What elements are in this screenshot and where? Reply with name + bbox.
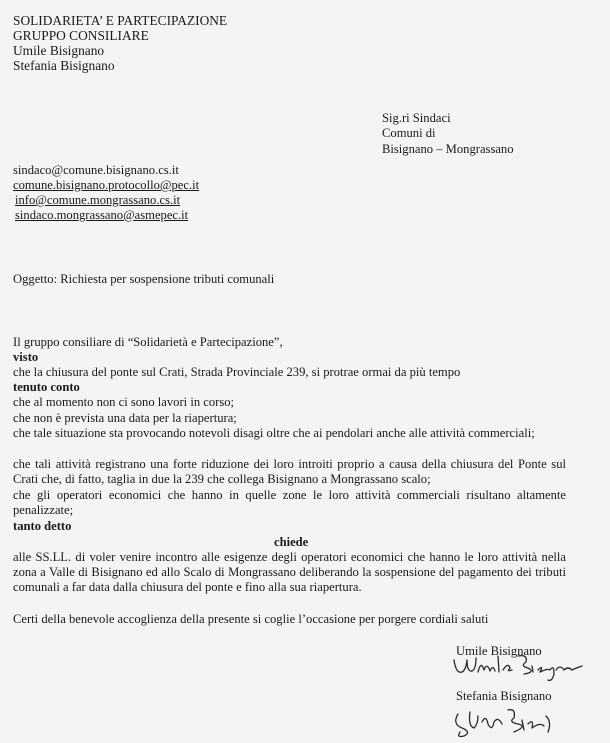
recipient-line-3: Bisignano – Mongrassano <box>382 142 514 156</box>
tenuto-item-3: che tale situazione sta provocando notevoli disagi oltre che ai pendolari anche alle attività commerciali; <box>13 426 535 440</box>
tenuto-item-5: che gli operatori economici che hanno in quelle zone le loro attività commerciali risultano altamente penalizzate; <box>13 488 566 517</box>
email-2[interactable]: comune.bisignano.protocollo@pec.it <box>13 178 200 192</box>
closing-line: Certi della benevole accoglienza della presente si coglie l’occasione per porgere cordiali saluti <box>13 612 489 626</box>
chiede-text: alle SS.LL. di voler venire incontro alle esigenze degli operatori economici che hanno le loro attività nella zona a Valle di Bisignano ed allo Scalo di Mongrassano deliberando la sospensione del pagamento dei tributi comunali a far data dalla chiusura del ponte e fino alla sua riapertura. <box>13 550 566 594</box>
tenuto-item-2: che non è prevista una data per la riapertura; <box>13 411 237 425</box>
tanto-detto-label: tanto detto <box>13 519 72 533</box>
tenuto-item-1: che al momento non ci sono lavori in corso; <box>13 395 235 409</box>
councillor-name-2: Stefania Bisignano <box>13 58 115 73</box>
councillor-name-1: Umile Bisignano <box>13 43 105 58</box>
signature-1-icon <box>448 650 588 684</box>
group-name: SOLIDARIETA’ E PARTECIPAZIONE <box>13 13 228 28</box>
signer-name-2: Stefania Bisignano <box>456 689 552 703</box>
recipient-line-1: Sig.ri Sindaci <box>382 111 451 125</box>
tenuto-item-4: che tali attività registrano una forte riduzione dei loro introiti proprio a causa della chiusura del Ponte sul Crati che, di fatto, taglia in due la 239 che collega Bisignano a Mongrassano scalo; <box>13 457 566 486</box>
visto-label: visto <box>13 350 39 364</box>
email-4[interactable]: sindaco.mongrassano@asmepec.it <box>15 208 189 222</box>
tenuto-label: tenuto conto <box>13 380 80 394</box>
email-3[interactable]: info@comune.mongrassano.cs.it <box>15 193 181 207</box>
subject-line: Oggetto: Richiesta per sospensione tributi comunali <box>13 272 275 286</box>
visto-text: che la chiusura del ponte sul Crati, Strada Provinciale 239, si protrae ormai da più tempo <box>13 365 461 379</box>
signature-2-icon <box>448 702 588 740</box>
signer-name-1: Umile Bisignano <box>456 644 542 658</box>
email-1: sindaco@comune.bisignano.cs.it <box>13 163 179 177</box>
intro-line: Il gruppo consiliare di “Solidarietà e Partecipazione”, <box>13 335 283 349</box>
group-subtitle: GRUPPO CONSILIARE <box>13 28 149 43</box>
chiede-label: chiede <box>274 535 309 549</box>
recipient-line-2: Comuni di <box>382 126 436 140</box>
